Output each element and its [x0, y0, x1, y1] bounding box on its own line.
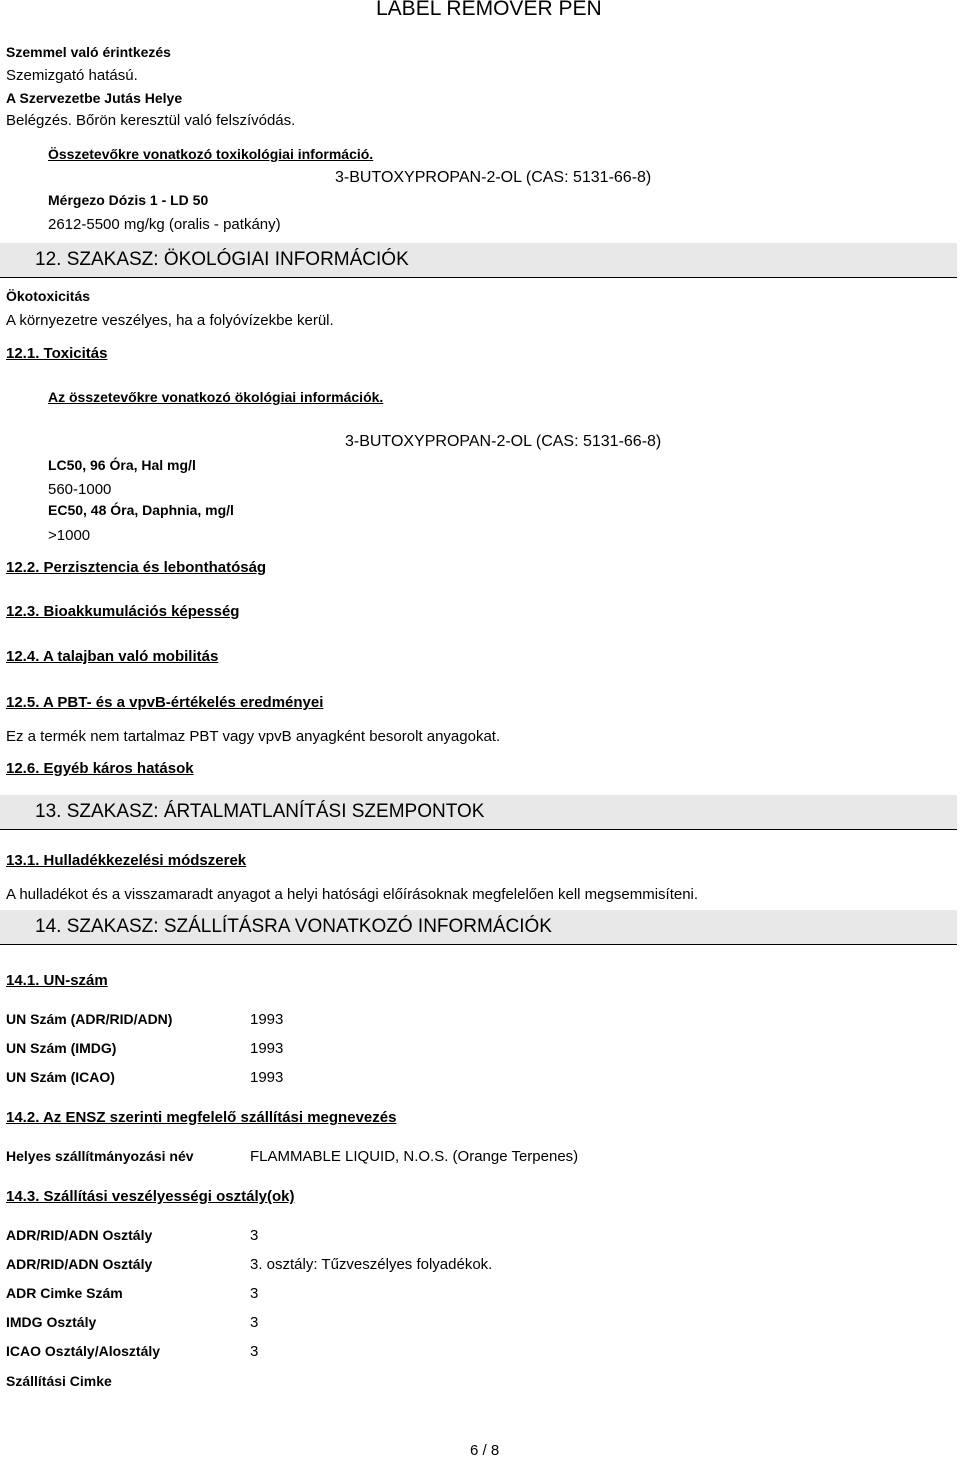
subsection-12-5: 12.5. A PBT- és a vpvB-értékelés eredményei	[6, 694, 324, 711]
skin-contact-label: Szemmel való érintkezés	[6, 44, 171, 60]
class-row-value: 3. osztály: Tűzveszélyes folyadékok.	[250, 1256, 493, 1273]
section-12-title: 12. SZAKASZ: ÖKOLÓGIAI INFORMÁCIÓK	[35, 249, 409, 270]
dose-label: Mérgezo Dózis 1 - LD 50	[48, 192, 209, 208]
cas-name-1: 3-BUTOXYPROPAN-2-OL (CAS: 5131-66-8)	[335, 169, 652, 186]
ec50-label: EC50, 48 Óra, Daphnia, mg/l	[48, 502, 234, 518]
section-14-title: 14. SZAKASZ: SZÁLLÍTÁSRA VONATKOZÓ INFORMÁCIÓK	[35, 916, 552, 937]
lc50-label: LC50, 96 Óra, Hal mg/l	[48, 457, 196, 473]
class-row-label: IMDG Osztály	[6, 1314, 97, 1330]
pbt-text: Ez a termék nem tartalmaz PBT vagy vpvB anyagként besorolt anyagokat.	[6, 728, 501, 745]
section-13-title: 13. SZAKASZ: ÁRTALMATLANÍTÁSI SZEMPONTOK	[35, 801, 485, 822]
subsection-12-4: 12.4. A talajban való mobilitás	[6, 648, 219, 665]
cas-name-2: 3-BUTOXYPROPAN-2-OL (CAS: 5131-66-8)	[345, 433, 662, 450]
un-row-label: UN Szám (IMDG)	[6, 1040, 117, 1056]
subsection-14-2: 14.2. Az ENSZ szerinti megfelelő szállítási megnevezés	[6, 1109, 397, 1126]
page-number: 6 / 8	[470, 1442, 500, 1459]
un-row-value: 1993	[250, 1069, 284, 1086]
dose-value: 2612-5500 mg/kg (oralis - patkány)	[48, 216, 281, 233]
route-value: Belégzés. Bőrön keresztül való felszívódás.	[6, 112, 296, 129]
section-14-header	[0, 910, 957, 944]
document-title: LABEL REMOVER PEN	[376, 0, 602, 20]
class-row-value: 3	[250, 1343, 259, 1360]
shipping-name-label: Helyes szállítmányozási név	[6, 1148, 194, 1164]
divider	[0, 829, 957, 830]
ecotox-label: Ökotoxicitás	[6, 288, 91, 304]
subsection-12-3: 12.3. Bioakkumulációs képesség	[6, 603, 240, 620]
un-row-value: 1993	[250, 1040, 284, 1057]
class-row-value: 3	[250, 1314, 259, 1331]
lc50-value: 560-1000	[48, 481, 112, 498]
skin-contact-value: Szemizgató hatású.	[6, 67, 138, 84]
class-row-label: ADR/RID/ADN Osztály	[6, 1256, 153, 1272]
toxicology-component-info: Összetevőkre vonatkozó toxikológiai információ.	[48, 146, 374, 162]
un-row-label: UN Szám (ICAO)	[6, 1069, 115, 1085]
subsection-12-2: 12.2. Perzisztencia és lebonthatóság	[6, 559, 267, 576]
waste-text: A hulladékot és a visszamaradt anyagot a helyi hatósági előírásoknak megfelelően kell megsemmisíteni.	[6, 886, 699, 903]
ec50-value: >1000	[48, 527, 91, 544]
shipping-name-value: FLAMMABLE LIQUID, N.O.S. (Orange Terpenes)	[250, 1148, 579, 1165]
subsection-14-3: 14.3. Szállítási veszélyességi osztály(ok)	[6, 1188, 295, 1205]
ecology-component-info: Az összetevőkre vonatkozó ökológiai információk.	[48, 389, 384, 405]
class-row-label: ADR/RID/ADN Osztály	[6, 1227, 153, 1243]
divider	[0, 944, 957, 945]
section-12-header	[0, 243, 957, 277]
un-row-value: 1993	[250, 1011, 284, 1028]
subsection-12-1: 12.1. Toxicitás	[6, 345, 108, 362]
un-row-label: UN Szám (ADR/RID/ADN)	[6, 1011, 173, 1027]
divider	[0, 277, 957, 278]
class-row-label: ADR Cimke Szám	[6, 1285, 123, 1301]
route-label: A Szervezetbe Jutás Helye	[6, 90, 183, 106]
subsection-12-6: 12.6. Egyéb káros hatások	[6, 760, 194, 777]
ecotox-value: A környezetre veszélyes, ha a folyóvízekbe kerül.	[6, 312, 334, 329]
class-row-label: ICAO Osztály/Alosztály	[6, 1343, 161, 1359]
section-13-header	[0, 795, 957, 829]
subsection-13-1: 13.1. Hulladékkezelési módszerek	[6, 852, 247, 869]
class-row-value: 3	[250, 1227, 259, 1244]
class-row-value: 3	[250, 1285, 259, 1302]
transport-label-heading: Szállítási Cimke	[6, 1373, 112, 1389]
subsection-14-1: 14.1. UN-szám	[6, 972, 108, 989]
